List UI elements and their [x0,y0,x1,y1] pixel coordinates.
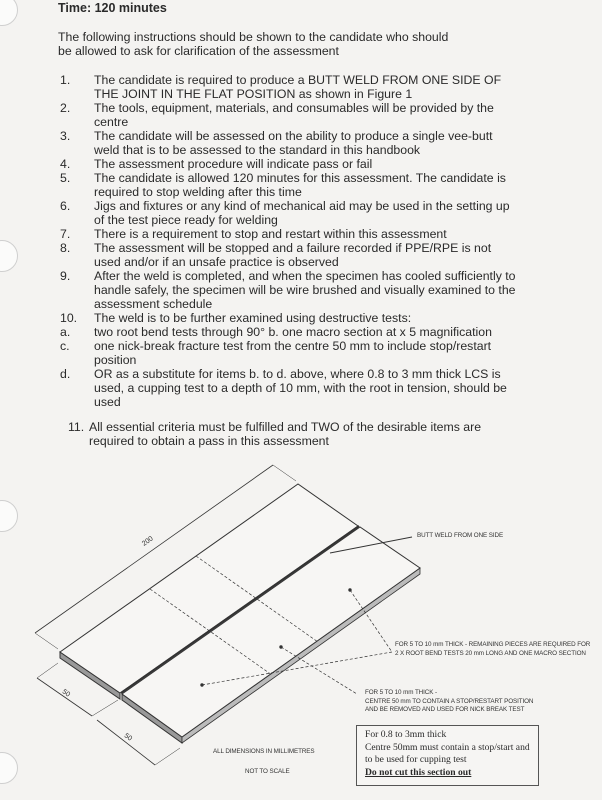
units-note: ALL DIMENSIONS IN MILLIMETRES [213,748,315,755]
item-line: position [94,353,137,367]
item-line: used [94,395,121,409]
item-line: The tools, equipment, materials, and consumables will be provided by the [94,101,494,115]
item-number: 11. [68,420,85,434]
dim-label-50: 50 [122,732,134,743]
item-line: All essential criteria must be fulfilled and TWO of the desirable items are [89,420,482,434]
box-warning: Do not cut this section out [365,766,472,778]
time-heading: Time: 120 minutes [58,1,167,15]
item-line: of the test piece ready for welding [94,213,278,227]
centre-section-note [365,689,533,715]
box-line: Centre 50mm must contain a stop/start and [365,741,530,753]
item-line: assessment schedule [94,297,213,311]
item-number: 3. [60,129,71,143]
item-number: 9. [60,269,71,283]
item-line: required to stop welding after this time [94,185,302,199]
note-line: AND BE REMOVED AND USED FOR NICK BREAK TEST [365,706,525,713]
item-number: 4. [60,157,71,171]
item-line: handle safely, the specimen will be wire brushed and visually examined to the [94,283,516,297]
dim-line-50b [97,720,155,765]
item-line: used, a cupping test to a depth of 10 mm, with the root in tension, should be [94,381,507,395]
item-line: The candidate will be assessed on the ability to produce a single vee-butt [94,129,493,143]
item-line: The assessment procedure will indicate pass or fail [94,157,373,171]
item-number: 2. [60,101,71,115]
item-number: c. [60,339,70,353]
item-number: 8. [60,241,71,255]
note-line: 2 X ROOT BEND TESTS 20 mm LONG AND ONE MACRO SECTION [395,650,586,657]
intro-line: The following instructions should be shown to the candidate who should [58,30,449,44]
item-line: weld that is to be assessed to the standard in this handbook [94,143,421,157]
item-number: 1. [60,73,71,87]
box-line: For 0.8 to 3mm thick [365,729,447,740]
item-line: two root bend tests through 90° b. one macro section at x 5 magnification [94,325,492,339]
item-line: There is a requirement to stop and restart within this assessment [94,227,447,241]
remaining-pieces-note [395,640,590,658]
item-line: one nick-break fracture test from the centre 50 mm to include stop/restart [94,339,492,353]
item-number: 7. [60,227,71,241]
item-line: The weld is to be further examined using destructive tests: [94,311,412,325]
weld-label: BUTT WELD FROM ONE SIDE [417,532,504,539]
item-line: used and/or if an unsafe practice is observed [94,255,339,269]
item-number: 5. [60,171,71,185]
item-line: The candidate is allowed 120 minutes for this assessment. The candidate is [94,171,506,185]
thin-plate-note-box [356,725,539,786]
item-number: a. [60,325,71,339]
dim-label-50: 50 [60,688,72,699]
intro-line: be allowed to ask for clarification of the assessment [58,44,339,58]
item-line: The candidate is required to produce a BUTT WELD FROM ONE SIDE OF [94,73,502,87]
item-line: Jigs and fixtures or any kind of mechanical aid may be used in the setting up [94,199,510,213]
item-line: After the weld is completed, and when the specimen has cooled sufficiently to [94,269,516,283]
item-line: centre [94,115,129,129]
item-line: required to obtain a pass in this assessment [89,434,329,448]
note-line: CENTRE 50 mm TO CONTAIN A STOP/RESTART POSITION [365,697,534,705]
item-line: THE JOINT IN THE FLAT POSITION as shown in Figure 1 [94,87,413,101]
scale-note: NOT TO SCALE [245,768,290,775]
dim-label-200: 200 [141,535,155,548]
item-number: 6. [60,199,71,213]
box-line: to be used for cupping test [365,754,467,765]
item-line: OR as a substitute for items b. to d. above, where 0.8 to 3 mm thick LCS is [94,367,501,381]
item-number: 10. [60,311,78,325]
note-line: FOR 5 TO 10 mm THICK - [365,689,437,696]
item-line: The assessment will be stopped and a failure recorded if PPE/RPE is not [94,241,492,255]
note-line: FOR 5 TO 10 mm THICK - REMAINING PIECES ARE REQUIRED FOR [395,641,591,648]
item-number: d. [60,367,71,381]
